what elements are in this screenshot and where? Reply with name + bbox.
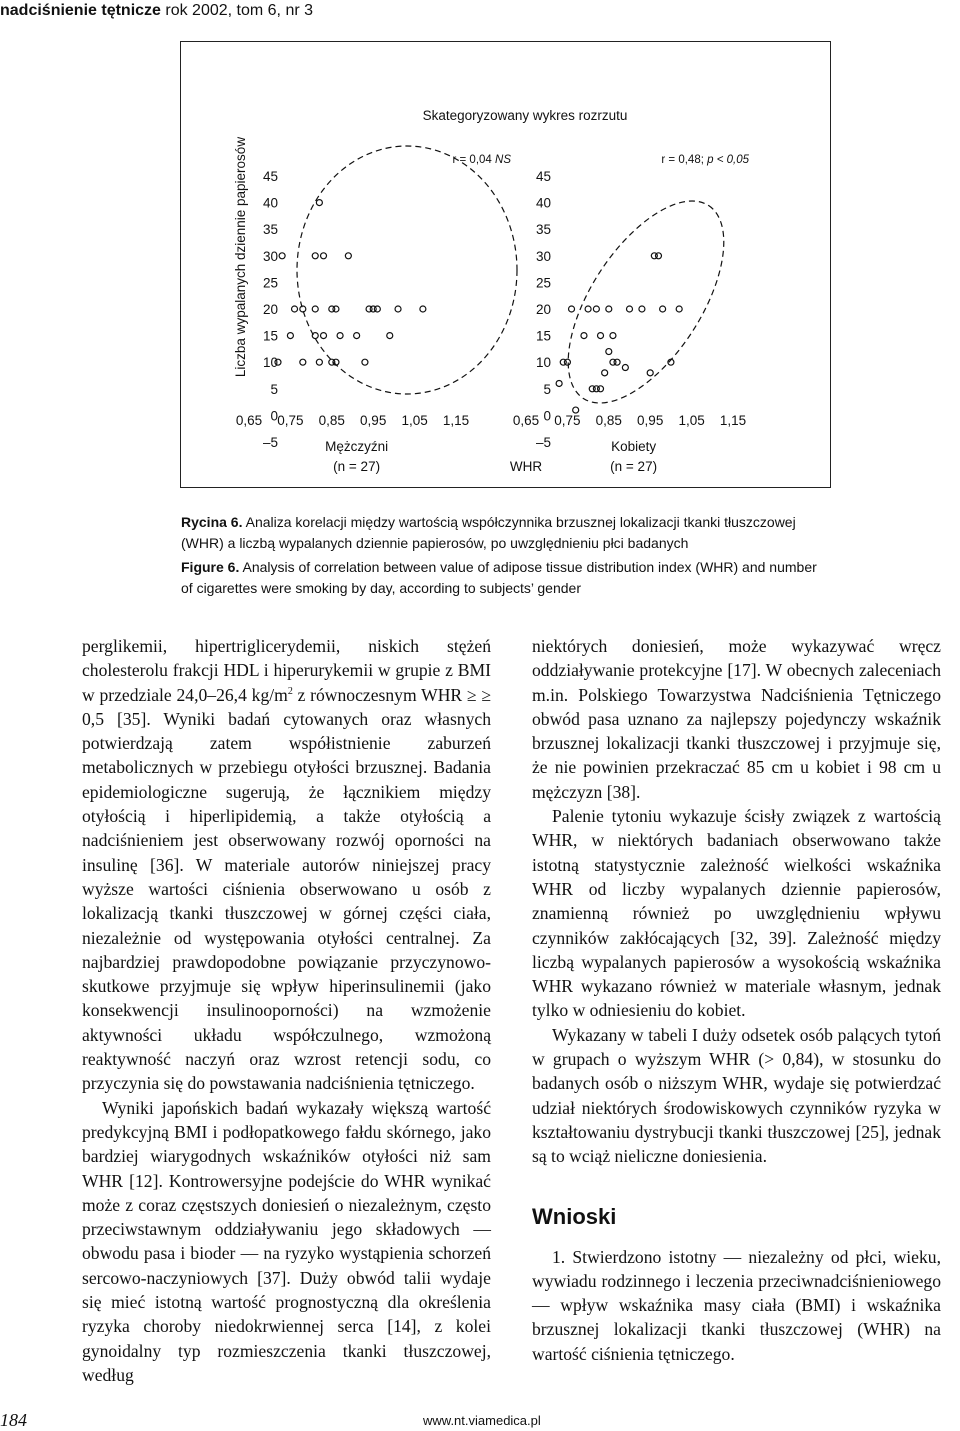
data-point [627, 306, 633, 312]
y-tick-label: 5 [543, 381, 551, 397]
correlation-annotation: r = 0,48; p < 0,05 [661, 154, 749, 166]
x-tick-label: 1,05 [678, 413, 705, 428]
paragraph: 1. Stwierdzono istotny — niezależny od płci, wieku, wywiadu rodzinnego i leczenia przeciwnadciśnieniowego — wpływ wskaźnika masy ciała (BMI) i wskaźnika brzusznej lokalizacji tkanki tłuszczowej (WHR) na wartość ciśnienia tętniczego. [532, 1246, 941, 1364]
data-point [345, 253, 351, 259]
paragraph: niektórych doniesień, może wykazywać wręcz oddziaływanie protekcyjne [17]. W obecnych zaleceniach m.in. Polskiego Towarzystwa Nadciśnienia Tętniczego obwód pasa uznano za najlepszy pojedynczy wskaźnik brzusznej lokalizacji tkanki tłuszczowej i przyjmuje się, że nie powinien przekraczać 85 cm u kobiet i 98 cm u mężczyzn [38]. [532, 636, 941, 802]
y-tick-label: 10 [262, 355, 278, 371]
chart-title: Skategoryzowany wykres rozrzutu [422, 108, 628, 123]
data-point [614, 359, 620, 365]
paragraph: Wyniki japońskich badań wykazały większą wartość predykcyjną BMI i podłopatkowego fałdu skórnego, jako bardziej wiarygodnych wskaźników otyłości niż sam WHR [12]. Kontrowersyjne podejście do WHR wynikać może z coraz częstszych doniesień o niezależnym, często przeciwstawnym oddziaływaniu jego składowych — obwodu pasa i bioder — na ryzyko wystąpienia schorzeń sercowo-naczyniowych [37]. Duży obwód talii wydaje się mieć istotną wartość prognostyczną dla określenia ryzyka choroby niedokrwiennej serca [14], z kolei gynoidalny typ rozmieszczenia tkanki tłuszczowej, według [82, 1097, 491, 1385]
y-tick-label: 25 [262, 275, 278, 291]
data-point [354, 333, 360, 339]
y-tick-label: 15 [262, 328, 278, 344]
y-tick-label: 20 [262, 302, 278, 317]
x-axis-label: WHR [509, 459, 543, 474]
data-point [598, 333, 604, 339]
data-point [292, 306, 298, 312]
section-heading-wnioski: Wnioski [532, 1203, 617, 1229]
data-point [639, 306, 645, 312]
caption-english [181, 557, 821, 599]
x-tick-label: 0,95 [637, 413, 664, 428]
data-point [300, 306, 306, 312]
y-tick-label: 20 [535, 302, 551, 317]
confidence-ellipse-men [297, 146, 517, 394]
data-point [333, 306, 339, 312]
y-axis-label: Liczba wypalanych dziennie papierosów [233, 136, 248, 378]
data-point [622, 365, 628, 371]
journal-name: nadciśnienie tętnicze [0, 2, 161, 19]
x-tick-label: 0,75 [554, 413, 581, 428]
scatter-chart [181, 42, 830, 487]
y-tick-label: 45 [535, 169, 551, 184]
paragraph: Wykazany w tabeli I duży odsetek osób palących tytoń w grupach o wyższym WHR (> 0,84), w stosunku do badanych osób o niższym WHR, wydaje się potwierdzać udział niektórych środowiskowych czynników ryzyka w kształtowaniu dystrybucji tkanki tłuszczowej [25], jednak są to wciąż nieliczne doniesienia. [532, 1024, 941, 1167]
caption-english-label: Figure 6. [181, 559, 240, 575]
y-tick-label: 40 [535, 195, 551, 211]
paragraph [82, 634, 491, 1096]
data-point [581, 333, 587, 339]
data-point [300, 359, 306, 365]
running-header [0, 0, 960, 22]
y-tick-label: 5 [270, 381, 278, 397]
y-tick-label: –5 [535, 435, 551, 450]
data-point [321, 253, 327, 259]
correlation-annotation: r = 0,04 NS [452, 154, 511, 166]
data-point [676, 306, 682, 312]
data-point [387, 333, 393, 339]
x-tick-label: 0,65 [235, 413, 263, 428]
data-point [602, 370, 608, 376]
x-tick-label: 0,85 [318, 413, 345, 428]
x-tick-label: 0,75 [277, 413, 304, 428]
body-column-left [82, 634, 491, 1387]
x-tick-label: 0,85 [595, 413, 622, 428]
y-tick-label: 35 [535, 222, 551, 238]
data-point [585, 306, 591, 312]
footer-url: www.nt.viamedica.pl [423, 1413, 541, 1428]
y-tick-label: 10 [535, 355, 551, 371]
data-point [606, 306, 612, 312]
data-point [655, 253, 661, 259]
y-tick-label: 0 [270, 408, 278, 424]
data-point [374, 306, 380, 312]
data-point [569, 306, 575, 312]
data-point [316, 359, 322, 365]
data-point [606, 349, 612, 355]
paragraph-text: z równoczesnym WHR ≥ ≥ 0,5 [35]. Wyniki badań cytowanych oraz własnych potwierdzają zatem współistnienie zaburzeń metabolicznych w przebiegu otyłości brzusznej. Badania epidemiologiczne sugerują, że łącznikiem między otyłością i hiperlipidemią, a także otyłością a nadciśnieniem jest obserwowany rozwój oporności na insulinę [36]. W materiale autorów niniejszej pracy wyższe wartości ciśnienia obserwowano u osób z lokalizacją tkanki tłuszczowej w górnej części ciała, niezależnie od występowania otyłości centralnej. Za najbardziej prawdopodobne powiązanie przyczynowo-skutkowe przyjmuje się wpływ hiperinsulinemii (jako konsekwencji insulinooporności) na wzmożenie aktywności układu współczulnego, wzmożoną reaktywność naczyń oraz wzrost retencji sodu, co przyczynia się do powstawania nadciśnienia tętniczego. [82, 684, 491, 1094]
data-point [556, 380, 562, 386]
body-column-right [532, 634, 941, 1366]
y-tick-label: 0 [543, 408, 551, 424]
data-point [420, 306, 426, 312]
paragraph: Palenie tytoniu wykazuje ścisły związek z wartością WHR, w niektórych badaniach obserwowano także istotną statystycznie zależność wielkości wskaźnika WHR od liczby wypalanych dziennie papierosów, znamienną również po uwzględnieniu wpływu czynników zakłócających [32, 39]. Zależność między liczbą wypalanych papierosów a wysokością wskaźnika WHR wykazano również w materiale własnym, jednak tylko w odniesieniu do kobiet. [532, 806, 941, 1021]
caption-polish-label: Rycina 6. [181, 514, 243, 530]
y-tick-label: 40 [262, 195, 278, 211]
figure-6 [180, 41, 831, 488]
confidence-ellipse-women [537, 176, 755, 429]
data-point [610, 333, 616, 339]
data-point [321, 333, 327, 339]
y-tick-label: 35 [262, 222, 278, 238]
y-tick-label: 25 [535, 275, 551, 291]
data-point [337, 333, 343, 339]
data-point [279, 253, 285, 259]
data-point [287, 333, 293, 339]
page-number: 184 [0, 1410, 27, 1430]
data-point [598, 386, 604, 392]
data-point [395, 306, 401, 312]
data-point [316, 200, 322, 206]
x-tick-label: 1,15 [719, 413, 747, 428]
y-tick-label: 30 [535, 248, 551, 264]
y-tick-label: –5 [262, 435, 278, 450]
y-tick-label: 15 [535, 328, 551, 344]
panel-n-label: (n = 27) [610, 459, 658, 474]
superscript: 2 [287, 685, 293, 697]
caption-polish [181, 512, 821, 554]
issue-info: rok 2002, tom 6, nr 3 [160, 2, 314, 19]
x-tick-label: 0,65 [512, 413, 540, 428]
x-tick-label: 0,95 [360, 413, 387, 428]
panel-name: Kobiety [611, 439, 657, 454]
data-point [564, 359, 570, 365]
data-point [593, 306, 599, 312]
data-point [362, 359, 368, 365]
y-tick-label: 45 [262, 169, 278, 184]
panel-n-label: (n = 27) [333, 459, 381, 474]
data-point [660, 306, 666, 312]
paragraph-text: perglikemii, hipertriglicerydemii, niskich stężeń cholesterolu frakcji HDL i hiperurykemii w grupie z BMI w przedziale 24,0–26,4 kg/m [82, 636, 491, 705]
data-point [647, 370, 653, 376]
caption-polish-text: Analiza korelacji między wartością współczynnika brzusznej lokalizacji tkanki tłuszczowej (WHR) a liczbą wypalanych dziennie papierosów, po uwzględnieniu płci badanych [181, 514, 796, 551]
y-tick-label: 30 [262, 248, 278, 264]
caption-english-text: Analysis of correlation between value of adipose tissue distribution index (WHR) and number of cigarettes were smoking by day, according to subjects’ gender [181, 559, 817, 596]
x-tick-label: 1,15 [442, 413, 470, 428]
x-tick-label: 1,05 [401, 413, 428, 428]
data-point [312, 306, 318, 312]
data-point [312, 253, 318, 259]
panel-name: Mężczyźni [325, 439, 389, 454]
